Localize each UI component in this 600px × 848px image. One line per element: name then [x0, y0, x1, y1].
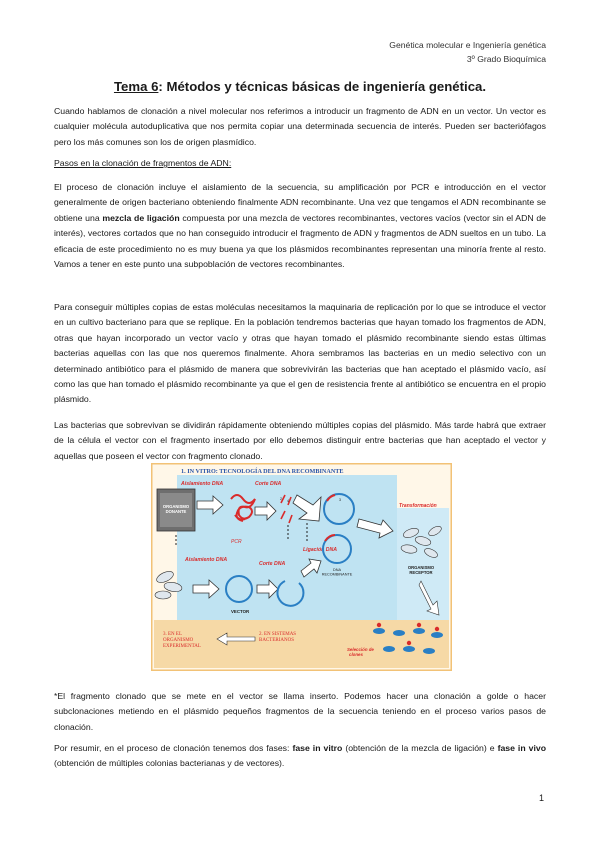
figure-title: 1. IN VITRO: TECNOLOGÍA DEL DNA RECOMBINANTE: [181, 468, 344, 475]
step3-label: 3. EN EL ORGANISMO EXPERIMENTAL: [163, 632, 201, 649]
header-degree: 3º Grado Bioquímica: [466, 54, 546, 64]
p1-bold-term: mezcla de ligación: [102, 212, 180, 223]
selection-label: Selección de clones: [347, 647, 374, 657]
summary-bold-invitro: fase in vitro: [292, 743, 343, 753]
step2-label: 2. EN SISTEMAS BACTERIANOS: [259, 632, 297, 643]
summary-text-a: Por resumir, en el proceso de clonación tenemos dos fases:: [54, 743, 293, 753]
pcr-label: PCR: [231, 539, 242, 545]
summary-text-c: (obtención de la mezcla de ligación) e: [342, 743, 498, 753]
isolation-label-2: Aislamiento DNA: [185, 557, 228, 563]
summary-bold-invivo: fase in vivo: [497, 743, 547, 753]
p1-text-c: compuesta por una mezcla de vectores recombinantes, vectores vacíos (vector sin el ADN de interés), vectores cortados que no han conseguido introducir el fragmento de ADN y fragmentos de ADN sueltos en un tubo. La eficacia de este procedimiento no es muy buena ya que los plásmidos recombinantes representan una minoría frente al resto. Vamos a tener en este punto una subpoblación de vectores recombinantes.: [54, 212, 546, 270]
vector-label: VECTOR: [231, 609, 250, 614]
p1-text-a: El proceso de clonación incluye el aislamiento de la secuencia, su amplificación por PCR e introducción en el vector generalmente de origen bacteriano obteniendo finalmente ADN recombinante. Una vez que tengamos el ADN recombinante se obtiene una: [54, 182, 546, 223]
summary-paragraph: [54, 741, 546, 772]
cloning-diagram: [151, 463, 452, 671]
receptor-label: ORGANISMO RECEPTOR: [407, 565, 435, 575]
invitro-panel: [177, 475, 397, 620]
paragraph-replication: Para conseguir múltiples copias de estas moléculas necesitamos la maquinaria de replicación por lo que se introduce el vector en un cultivo bacteriano para que se replique. En la población tendremos bacterias que hayan tomado los fragmentos de ADN, otras que hayan incorporado un vector vacío y otras que hayan tomado el plásmido recombinante siendo estas últimas bacterias aquellas con las que nos queremos finalmente. Ahora sembramos las bacterias en un medio selectivo con un determinado antibiótico para el plásmido de manera que sobrevivirán las bacterias que han aceptado el plásmido vacío, así como las que han tomado el plásmido recombinante ya que el gen de resistencia frente al antibiótico se encuentra en el propio plásmido.: [54, 302, 546, 405]
paragraph-survival: Las bacterias que sobrevivan se dividirán rápidamente obteniendo múltiples copias del plásmido. Más tarde habrá que extraer de la célula el vector con el fragmento insertado por ello debemos distinguir entre bacterias que han aceptado el vector y aquellas que poseen el vector con fragmento clonado.: [54, 420, 546, 461]
svg-text:2: 2: [280, 497, 282, 501]
isolation-label: Aislamiento DNA: [181, 481, 224, 487]
svg-text:4: 4: [287, 499, 289, 503]
header-course: Genética molecular e Ingeniería genética: [389, 40, 546, 50]
receptor-panel: [397, 508, 449, 620]
page-title: [0, 79, 600, 94]
running-header: [389, 38, 546, 66]
intro-paragraph: Cuando hablamos de clonación a nivel molecular nos referimos a introducir un fragmento de ADN en un vector. Un vector es cualquier molécula autoduplicativa que nos permita copiar una determinada secuencia de interés. Pueden ser bacteriófagos pero los más comunes son los de origen plasmídico.: [54, 106, 546, 147]
cut-label: Corte DNA: [255, 481, 282, 487]
footnote: *El fragmento clonado que se mete en el vector se llama inserto. Podemos hacer una clonación a golde o hacer subclonaciones metiendo en el plásmido pequeños fragmentos de la secuencia teniendo en el proceso varios pasos de clonación.: [54, 691, 546, 732]
svg-text:3: 3: [339, 498, 341, 502]
page-number: 1: [538, 793, 544, 803]
ligation-label: Ligación DNA: [303, 547, 338, 553]
paragraph-process: [54, 180, 546, 272]
cut-label-2: Corte DNA: [259, 561, 286, 567]
donor-organism-label: ORGANISMO DONANTE: [162, 504, 190, 514]
recombinant-label: DNA RECOMBINANTE: [321, 568, 353, 577]
summary-text-e: (obtención de múltiples colonias bacterianas y de vectores).: [54, 758, 285, 769]
section-subheading: Pasos en la clonación de fragmentos de ADN:: [54, 158, 232, 168]
title-number: Tema 6: [113, 79, 159, 94]
transformation-label: Transformación: [399, 503, 437, 509]
title-text: : Métodos y técnicas básicas de ingeniería genética.: [158, 79, 487, 94]
